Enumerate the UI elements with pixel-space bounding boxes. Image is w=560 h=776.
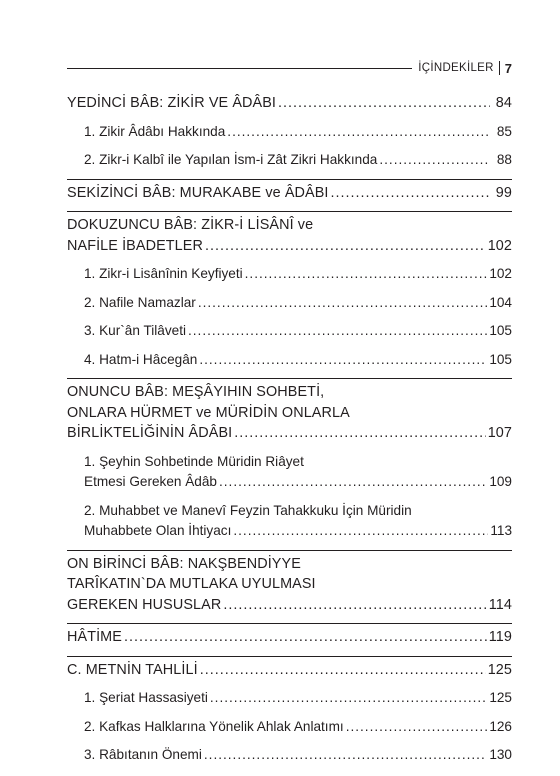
running-header bbox=[67, 60, 512, 76]
toc-entry-title-line: BİRLİKTELİĞİNİN ÂDÂBI bbox=[67, 425, 233, 441]
dot-leader bbox=[205, 236, 486, 257]
toc-entry-title-line: Etmesi Gereken Âdâb bbox=[84, 474, 217, 489]
toc-chapter-entry[interactable] bbox=[67, 183, 512, 204]
toc-entry-title-line: HÂTİME bbox=[67, 629, 122, 645]
toc-page-number: 125 bbox=[487, 661, 512, 678]
dot-leader bbox=[204, 745, 487, 766]
toc-entry-title-line: C. METNİN TAHLİLİ bbox=[67, 661, 198, 678]
toc-entry-title-line: Muhabbete Olan İhtiyacı bbox=[84, 523, 232, 538]
toc-entry-title-line: 2. Muhabbet ve Manevî Feyzin Tahakkuku İçin Müridin bbox=[84, 502, 412, 518]
toc-sub-entry[interactable] bbox=[67, 350, 512, 371]
dot-leader bbox=[346, 717, 488, 738]
toc-entry-title-line: 1. Şeriat Hassasiyeti bbox=[84, 690, 208, 705]
toc-entry-title-line: ONUNCU BÂB: MEŞÂYIHIN SOHBETİ, bbox=[67, 384, 325, 400]
toc-entry-title-line: 2. Nafile Namazlar bbox=[84, 294, 196, 310]
toc-page-number: 125 bbox=[489, 690, 512, 705]
toc-page-number: 88 bbox=[496, 152, 512, 167]
toc-chapter-entry[interactable] bbox=[67, 660, 512, 681]
toc-sub-entry[interactable] bbox=[67, 321, 512, 342]
toc-chapter-entry[interactable] bbox=[67, 93, 512, 114]
toc-sub-entry[interactable] bbox=[67, 264, 512, 285]
toc-sub-entry[interactable] bbox=[67, 745, 512, 766]
dot-leader bbox=[278, 93, 490, 114]
toc-entry-title-line: 4. Hatm-i Hâcegân bbox=[84, 351, 198, 367]
toc-page-number: 102 bbox=[489, 266, 512, 281]
dot-leader bbox=[124, 627, 487, 648]
toc-page-number: 85 bbox=[496, 123, 512, 139]
toc-page-number: 119 bbox=[488, 629, 512, 645]
dot-leader bbox=[234, 423, 485, 444]
toc-sub-entry[interactable] bbox=[67, 688, 512, 709]
dot-leader bbox=[219, 472, 487, 493]
dot-leader bbox=[245, 264, 488, 285]
toc-sub-entry[interactable] bbox=[67, 122, 512, 143]
dot-leader bbox=[210, 688, 487, 709]
toc-page-number: 105 bbox=[489, 351, 512, 367]
toc-entry-title-line: 1. Zikir Âdâbı Hakkında bbox=[84, 123, 226, 139]
section-title: İÇİNDEKİLER bbox=[418, 62, 494, 74]
toc-entry-title-line: DOKUZUNCU BÂB: ZİKR-İ LİSÂNÎ ve bbox=[67, 217, 314, 233]
toc-page-number: 113 bbox=[490, 523, 512, 538]
toc-entry-title-line: 1. Şeyhin Sohbetinde Müridin Riâyet bbox=[84, 453, 304, 469]
toc-entry-title-line: YEDİNCİ BÂB: ZİKİR VE ÂDÂBI bbox=[67, 95, 277, 111]
toc-sub-entry[interactable] bbox=[67, 501, 512, 542]
dot-leader bbox=[331, 183, 490, 204]
toc-chapter-entry[interactable] bbox=[67, 215, 512, 256]
header-separator bbox=[499, 61, 500, 75]
toc-entry-title-line: GEREKEN HUSUSLAR bbox=[67, 596, 222, 613]
toc-page-number: 99 bbox=[495, 184, 512, 201]
toc-sub-entry[interactable] bbox=[67, 150, 512, 171]
toc-chapter-entry[interactable] bbox=[67, 627, 512, 648]
dot-leader bbox=[198, 293, 488, 314]
toc-page-number: 102 bbox=[487, 237, 512, 254]
toc-entry-title-line: 3. Kur`ân Tilâveti bbox=[84, 323, 186, 338]
toc-entry-title-line: 1. Zikr-i Lisânînin Keyfiyeti bbox=[84, 266, 243, 281]
toc-page-number: 109 bbox=[489, 474, 512, 489]
toc-entry-title-line: 3. Râbıtanın Önemi bbox=[84, 747, 202, 762]
toc-page-number: 105 bbox=[489, 323, 512, 338]
dot-leader bbox=[223, 595, 486, 616]
table-of-contents bbox=[67, 93, 512, 766]
toc-sub-entry[interactable] bbox=[67, 717, 512, 738]
toc-entry-title-line: 2. Zikr-i Kalbî ile Yapılan İsm-i Zât Zikri Hakkında bbox=[84, 152, 378, 167]
toc-page-number: 126 bbox=[489, 718, 512, 734]
toc-entry-title-line: 2. Kafkas Halklarına Yönelik Ahlak Anlatımı bbox=[84, 718, 344, 734]
toc-page-number: 107 bbox=[487, 425, 512, 441]
dot-leader bbox=[227, 122, 490, 143]
toc-sub-entry[interactable] bbox=[67, 452, 512, 493]
dot-leader bbox=[233, 521, 488, 542]
dot-leader bbox=[199, 350, 487, 371]
toc-page-number: 104 bbox=[489, 294, 512, 310]
dot-leader bbox=[379, 150, 490, 171]
toc-entry-title-line: ONLARA HÜRMET ve MÜRİDİN ONLARLA bbox=[67, 404, 350, 421]
header-rule bbox=[67, 68, 412, 69]
toc-page-number: 130 bbox=[489, 747, 512, 762]
toc-page-number: 114 bbox=[488, 596, 512, 613]
toc-sub-entry[interactable] bbox=[67, 293, 512, 314]
page-number: 7 bbox=[504, 60, 512, 76]
toc-entry-title-line: TARÎKATIN`DA MUTLAKA UYULMASI bbox=[67, 576, 316, 592]
toc-chapter-entry[interactable] bbox=[67, 554, 512, 616]
toc-entry-title-line: SEKİZİNCİ BÂB: MURAKABE ve ÂDÂBI bbox=[67, 184, 329, 201]
toc-entry-title-line: ON BİRİNCİ BÂB: NAKŞBENDİYYE bbox=[67, 555, 301, 572]
toc-entry-title-line: NAFİLE İBADETLER bbox=[67, 237, 203, 254]
toc-page-number: 84 bbox=[495, 95, 512, 111]
dot-leader bbox=[200, 660, 486, 681]
dot-leader bbox=[188, 321, 487, 342]
toc-chapter-entry[interactable] bbox=[67, 382, 512, 444]
